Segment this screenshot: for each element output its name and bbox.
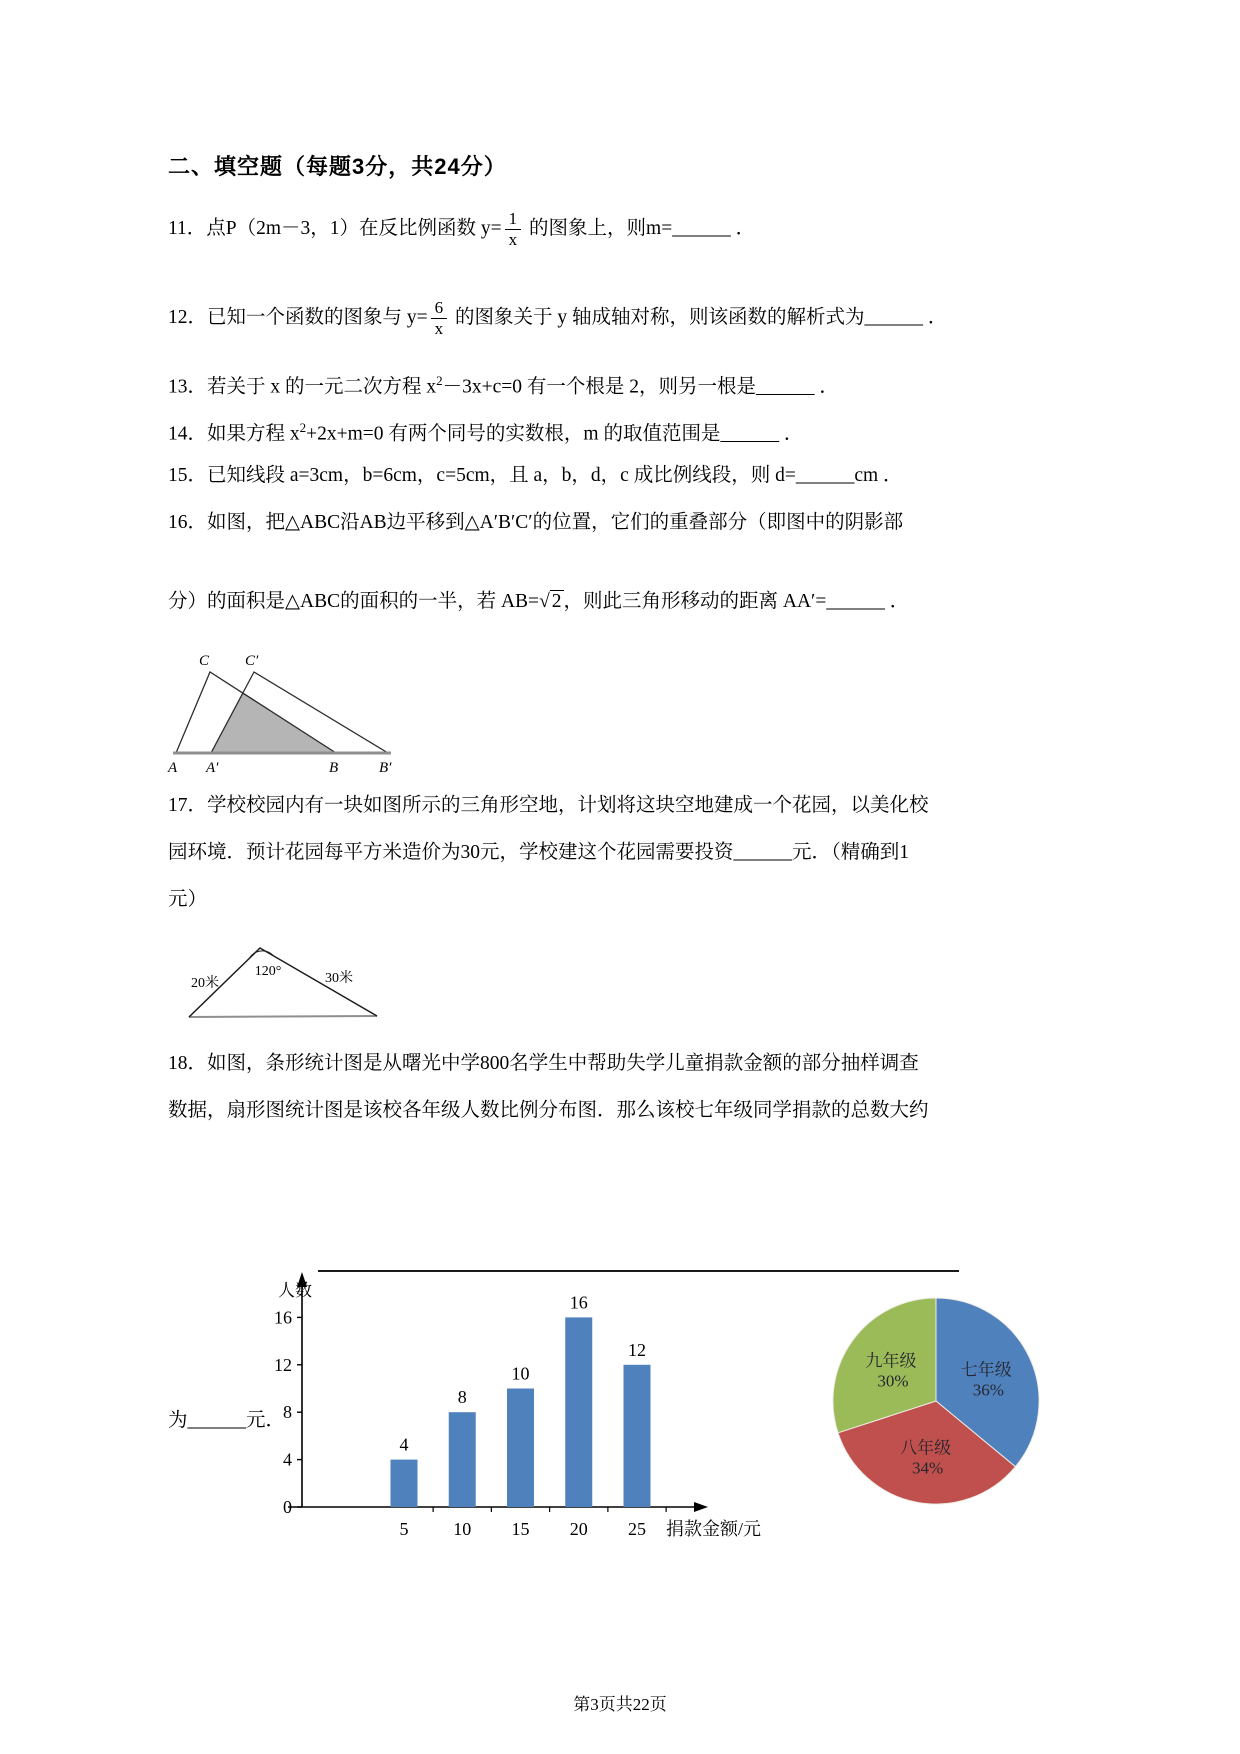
vertex-label-a-prime: A′: [206, 760, 219, 776]
x-axis-arrow: [694, 1502, 708, 1512]
bar-15: [507, 1389, 534, 1508]
x-tick-label: 10: [453, 1519, 472, 1539]
bar-value-label: 8: [457, 1387, 467, 1408]
triangle-translation-figure: [163, 645, 403, 780]
angle-label: 120°: [254, 964, 282, 979]
question-11: 11．点P（2m－3，1）在反比例函数 y= $\frac{1}{x}$ 的图象上，则m=______ ．: [168, 209, 756, 250]
pie-slice-name: 九年级: [865, 1351, 917, 1371]
x-axis-label: 捐款金额/元: [666, 1519, 762, 1539]
question-17: 17．学校校园内有一块如图所示的三角形空地，计划将这块空地建成一个花园，以美化校 园环境．预计花园每平方米造价为30元，学校建这个花园需要投资______元．（精确到1 元）: [168, 795, 929, 910]
vertex-label-c-prime: C′: [245, 653, 259, 669]
pie-slice-pct: 30%: [877, 1371, 909, 1391]
vertex-label-b: B: [329, 760, 339, 776]
pie-slice-pct: 34%: [912, 1458, 944, 1478]
triangle-base: [189, 1016, 377, 1017]
vertex-label-b-prime: B′: [379, 760, 392, 776]
question-12: 12．已知一个函数的图象与 y= $\frac{6}{x}$ 的图象关于 y 轴成轴对称，则该函数的解析式为______ ．: [168, 298, 948, 339]
superscript: 2: [299, 420, 307, 435]
square-root: √ 2: [539, 591, 562, 612]
x-tick-label: 25: [628, 1519, 646, 1539]
left-side-label: 20米: [191, 976, 219, 991]
bar-chart: [270, 1270, 770, 1570]
bar-value-label: 10: [511, 1363, 530, 1384]
superscript: 2: [436, 373, 443, 388]
garden-triangle-figure: [165, 938, 390, 1028]
y-tick-label: 4: [283, 1449, 292, 1470]
bar-10: [449, 1412, 476, 1507]
y-tick-label: 0: [283, 1497, 292, 1517]
shaded-overlap-region: [211, 693, 336, 753]
y-tick-label: 12: [274, 1354, 292, 1375]
question-16: 16．如图，把△ABC沿AB边平移到△A′B′C′的位置，它们的重叠部分（即图中的阴影部 分）的面积是△ABC的面积的一半，若 AB=√ 2 ，则此三角形移动的距离 AA′=______ ．: [168, 512, 910, 612]
question-18: 18．如图，条形统计图是从曙光中学800名学生中帮助失学儿童捐款金额的部分抽样调查 数据，扇形图统计图是该校各年级人数比例分布图．那么该校七年级同学捐款的总数大约: [168, 1053, 929, 1121]
y-tick-label: 8: [283, 1402, 292, 1423]
pie-slice-name: 八年级: [900, 1438, 952, 1458]
y-tick-label: 16: [274, 1307, 292, 1328]
fraction: $\frac{1}{x}$: [505, 209, 522, 249]
y-axis-label: 人数: [278, 1281, 312, 1300]
bar-value-label: 12: [628, 1339, 646, 1360]
fraction: $\frac{6}{x}$: [431, 298, 448, 338]
question-18-tail: 为______元．: [168, 1410, 286, 1431]
pie-slice-name: 七年级: [960, 1360, 1012, 1380]
x-tick-label: 15: [511, 1519, 530, 1539]
x-tick-label: 20: [569, 1519, 588, 1539]
question-14: 14．如果方程 $x^2+2x+m=0$ 有两个同号的实数根，m 的取值范围是______ ．: [168, 420, 804, 445]
vertex-label-a: A: [168, 760, 178, 776]
section-title: 二、填空题（每题3分，共24分）: [168, 154, 507, 179]
bar-20: [565, 1317, 592, 1507]
bar-5: [391, 1460, 418, 1507]
question-15: 15．已知线段 a=3cm，b=6cm，c=5cm，且 a，b，d，c 成比例线段，则 d=______cm ．: [168, 465, 903, 486]
x-tick-label: 5: [399, 1519, 409, 1539]
page-number: 第3页共22页: [573, 1695, 667, 1714]
angle-arc: [249, 951, 273, 958]
question-13: 13．若关于 x 的一元二次方程 $x^2-3x+c=0$ 有一个根是 2，则另一根是______ ．: [168, 373, 839, 398]
right-side-label: 30米: [325, 971, 353, 986]
pie-slice-pct: 36%: [972, 1380, 1004, 1400]
vertex-label-c: C: [199, 653, 210, 669]
bar-value-label: 16: [569, 1292, 588, 1313]
bar-25: [624, 1365, 651, 1507]
pie-chart: [830, 1295, 1042, 1507]
bar-value-label: 4: [399, 1434, 409, 1455]
